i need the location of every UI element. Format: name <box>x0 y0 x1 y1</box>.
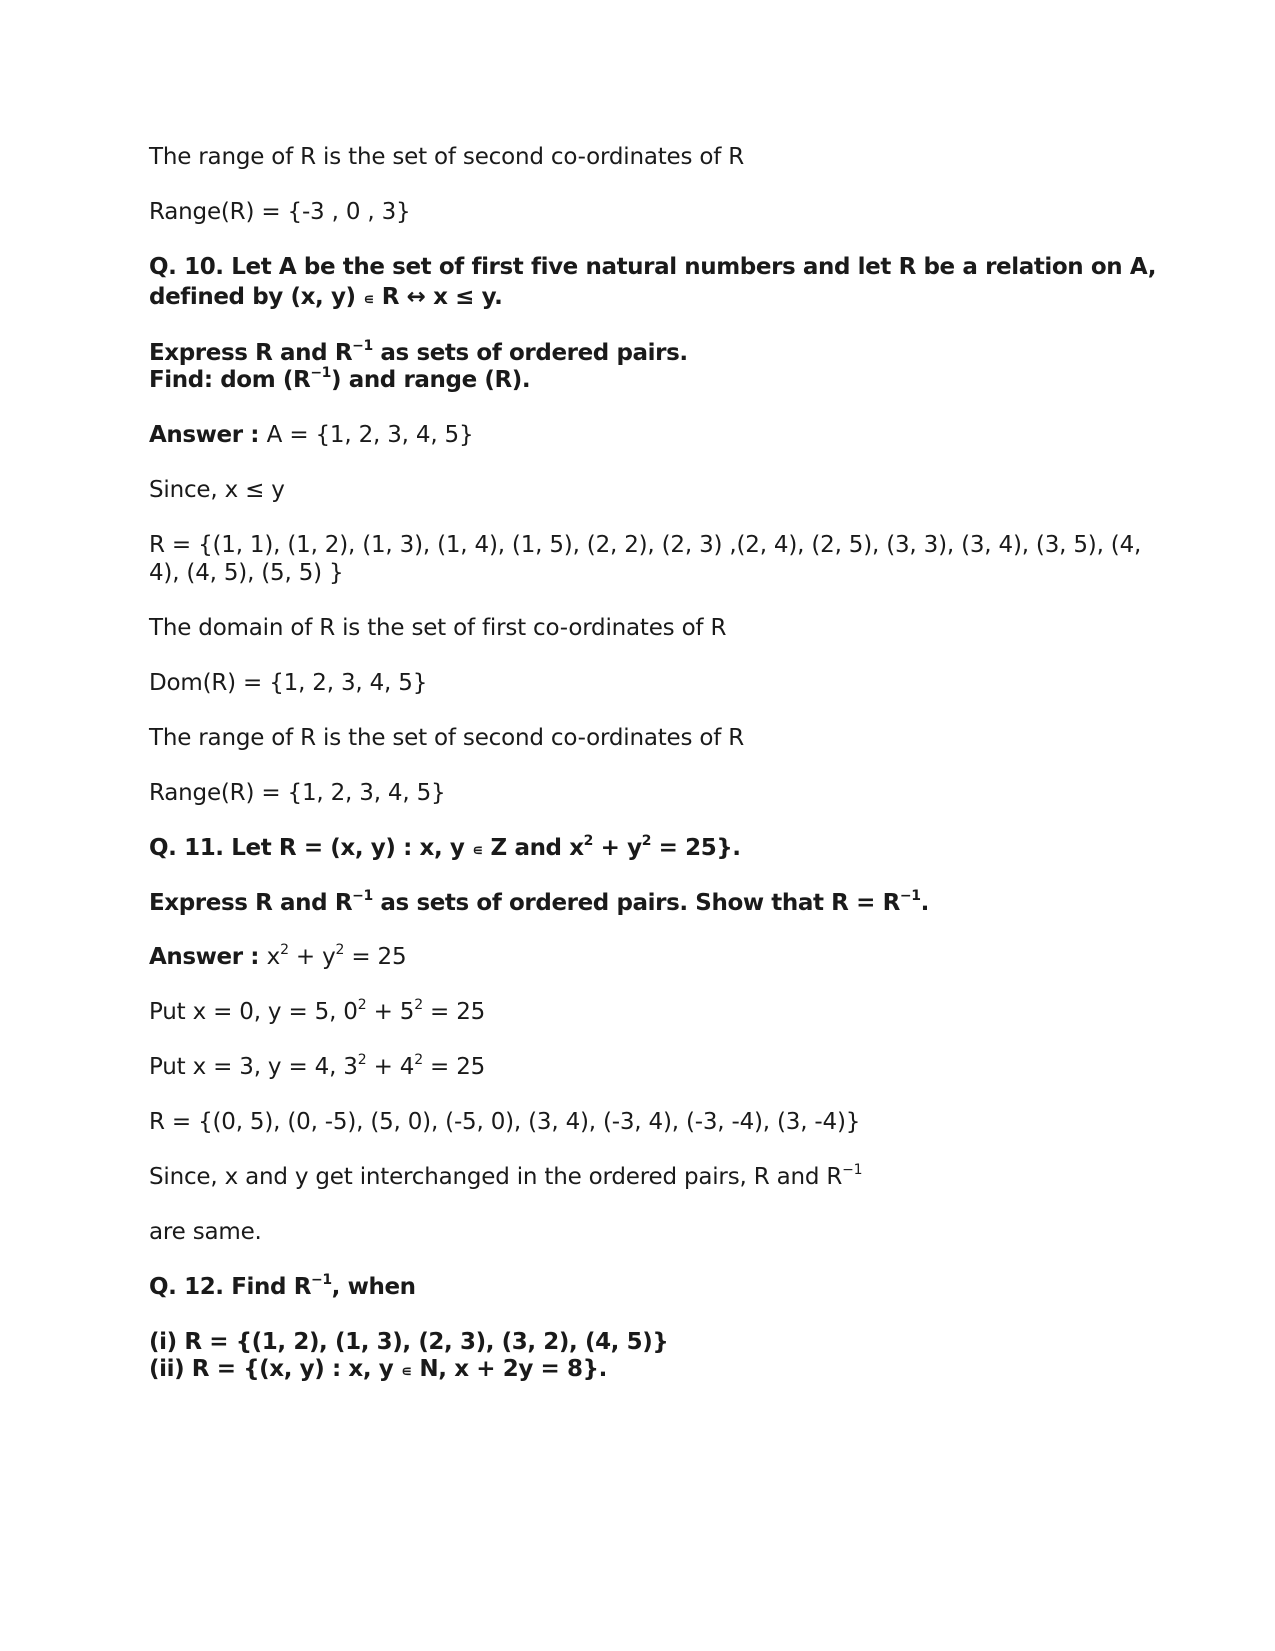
range-value-10: Range(R) = {1, 2, 3, 4, 5} <box>149 780 446 806</box>
question-10-line-3: Express R and $R^{-1}$ as sets of ordered pairs. <box>149 338 688 366</box>
question-12-part-ii: (ii) R = {(x, y) : x, y ∊ N, x + 2y = 8}. <box>149 1356 607 1382</box>
relation-10-line-1: R = {(1, 1), (1, 2), (1, 3), (1, 4), (1, 5), (2, 2), (2, 3) ,(2, 4), (2, 5), (3, 3), (3, 4), (3, 5), (4, <box>149 532 1142 558</box>
question-12-line-1: Q. 12. Find $R^{-1}$, when <box>149 1272 416 1300</box>
answer-label: Answer : <box>149 422 267 448</box>
since-10: Since, x ≤ y <box>149 477 285 503</box>
answer-label: Answer : <box>149 944 267 970</box>
range-statement-prev: The range of R is the set of second co-ordinates of R <box>149 144 745 170</box>
are-same-11: are same. <box>149 1219 262 1245</box>
since-11: Since, x and y get interchanged in the ordered pairs, R and $R^{-1}$ <box>149 1162 863 1190</box>
relation-11: R = {(0, 5), (0, -5), (5, 0), (-5, 0), (3, 4), (-3, 4), (-3, -4), (3, -4)} <box>149 1109 861 1135</box>
question-11-line-1: Q. 11. Let R = (x, y) : x, y ∊ Z and $x^2 + y^2 = 25$}. <box>149 833 741 861</box>
question-12-part-i: (i) R = {(1, 2), (1, 3), (2, 3), (3, 2), (4, 5)} <box>149 1329 669 1355</box>
domain-value-10: Dom(R) = {1, 2, 3, 4, 5} <box>149 670 428 696</box>
put-step-1: Put x = 0, y = 5, $0^2 + 5^2 = 25$ <box>149 997 486 1025</box>
element-of-symbol: ∊ <box>472 841 483 859</box>
question-10-line-4: Find: dom $(R^{-1})$ and range (R). <box>149 365 531 393</box>
question-10-line-2: defined by (x, y) ∊ R ↔ x ≤ y. <box>149 284 503 310</box>
answer-11: Answer : $x^2 + y^2 = 25$ <box>149 942 407 970</box>
element-of-symbol: ∊ <box>400 1362 412 1380</box>
range-value-prev: Range(R) = {-3 , 0 , 3} <box>149 199 411 225</box>
domain-statement-10: The domain of R is the set of first co-ordinates of R <box>149 615 727 641</box>
relation-10-line-2: 4), (4, 5), (5, 5) } <box>149 560 344 586</box>
put-step-2: Put x = 3, y = 4, $3^2 + 4^2 = 25$ <box>149 1052 486 1080</box>
question-11-line-2: Express R and $R^{-1}$ as sets of ordered pairs. Show that $R = R^{-1}$. <box>149 888 929 916</box>
range-statement-10: The range of R is the set of second co-ordinates of R <box>149 725 745 751</box>
element-of-symbol: ∊ <box>363 290 375 308</box>
question-10-line-1: Q. 10. Let A be the set of first five natural numbers and let R be a relation on A, <box>149 254 1157 280</box>
answer-10: Answer : A = {1, 2, 3, 4, 5} <box>149 422 474 448</box>
